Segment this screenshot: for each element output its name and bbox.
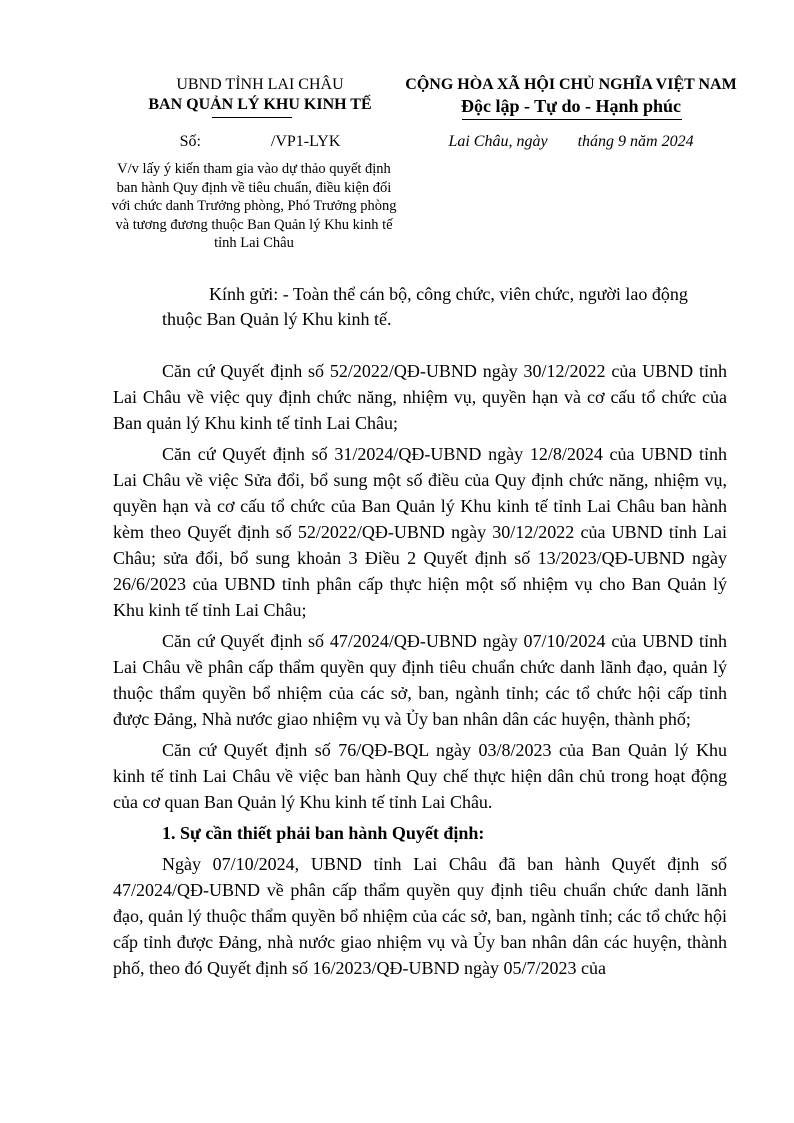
section-1-paragraph: Ngày 07/10/2024, UBND tỉnh Lai Châu đã ban hành Quyết định số 47/2024/QĐ-UBND về phân cấp thẩm quyền quy định tiêu chuẩn chức danh lãnh đạo, quản lý thuộc thẩm quyền bổ nhiệm của các sở, ban, ngành tỉnh; các tổ chức hội cấp tỉnh được Đảng, nhà nước giao nhiệm vụ và Ủy ban nhân dân các huyện, thành phố, theo đó Quyết định số 16/2023/QĐ-UBND ngày 05/7/2023 của bbox=[113, 854, 727, 978]
section-1-heading: 1. Sự cần thiết phải ban hành Quyết định: bbox=[162, 823, 485, 843]
recipient-line-1: Kính gửi: - Toàn thể cán bộ, công chức, viên chức, người lao động bbox=[209, 284, 688, 304]
place-date-part2: tháng 9 năm 2024 bbox=[577, 133, 694, 150]
place-date-part1: Lai Châu, ngày bbox=[448, 133, 548, 150]
motto-underline-divider bbox=[462, 119, 682, 120]
issuing-organization: BAN QUẢN LÝ KHU KINH TẾ bbox=[148, 96, 372, 113]
basis-paragraph-3: Căn cứ Quyết định số 47/2024/QĐ-UBND ngày 07/10/2024 của UBND tỉnh Lai Châu về phân cấp thẩm quyền quy định tiêu chuẩn chức danh lãnh đạo, quản lý thuộc thẩm quyền bổ nhiệm của các sở, ban, ngành tỉnh; các tổ chức hội cấp tỉnh được Đảng, Nhà nước giao nhiệm vụ và Ủy ban nhân dân các huyện, thành phố; bbox=[113, 631, 727, 729]
recipient-block bbox=[113, 282, 727, 332]
basis-paragraph-2: Căn cứ Quyết định số 31/2024/QĐ-UBND ngày 12/8/2024 của UBND tỉnh Lai Châu về việc Sửa đổi, bổ sung một số điều của Quy định chức năng, nhiệm vụ, quyền hạn và cơ cấu tổ chức của Ban Quản lý Khu kinh tế tỉnh Lai Châu ban hành kèm theo Quyết định số 52/2022/QĐ-UBND ngày 30/12/2022 của UBND tỉnh Lai Châu; sửa đổi, bổ sung khoản 3 Điều 2 Quyết định số 13/2023/QĐ-UBND ngày 26/6/2023 của UBND tỉnh phân cấp thực hiện một số nhiệm vụ cho Ban Quản lý Khu kinh tế tỉnh Lai Châu; bbox=[113, 444, 727, 620]
national-motto: Độc lập - Tự do - Hạnh phúc bbox=[460, 96, 682, 116]
doc-number-label: Số: bbox=[179, 133, 201, 150]
doc-number-suffix: /VP1-LYK bbox=[270, 133, 341, 150]
basis-paragraph-1: Căn cứ Quyết định số 52/2022/QĐ-UBND ngày 30/12/2022 của UBND tỉnh Lai Châu về việc quy định chức năng, nhiệm vụ, quyền hạn và cơ cấu tổ chức của Ban quản lý Khu kinh tế tỉnh Lai Châu; bbox=[113, 361, 727, 433]
document-body bbox=[113, 358, 727, 986]
national-title: CỘNG HÒA XÃ HỘI CHỦ NGHĨA VIỆT NAM bbox=[405, 76, 737, 93]
recipient-line-2: thuộc Ban Quản lý Khu kinh tế. bbox=[162, 309, 392, 329]
org-underline-divider bbox=[212, 117, 292, 118]
document-number bbox=[110, 133, 410, 151]
place-and-date bbox=[398, 133, 744, 151]
parent-organization: UBND TỈNH LAI CHÂU bbox=[176, 76, 344, 93]
basis-paragraph-4: Căn cứ Quyết định số 76/QĐ-BQL ngày 03/8/2023 của Ban Quản lý Khu kinh tế tỉnh Lai Châu về việc ban hành Quy chế thực hiện dân chủ trong hoạt động của cơ quan Ban Quản lý Khu kinh tế tỉnh Lai Châu. bbox=[113, 740, 727, 812]
document-subject: V/v lấy ý kiến tham gia vào dự thảo quyết định ban hành Quy định về tiêu chuẩn, điều kiện đối với chức danh Trưởng phòng, Phó Trưởng phòng và tương đương thuộc Ban Quản lý Khu kinh tế tỉnh Lai Châu bbox=[111, 161, 397, 251]
